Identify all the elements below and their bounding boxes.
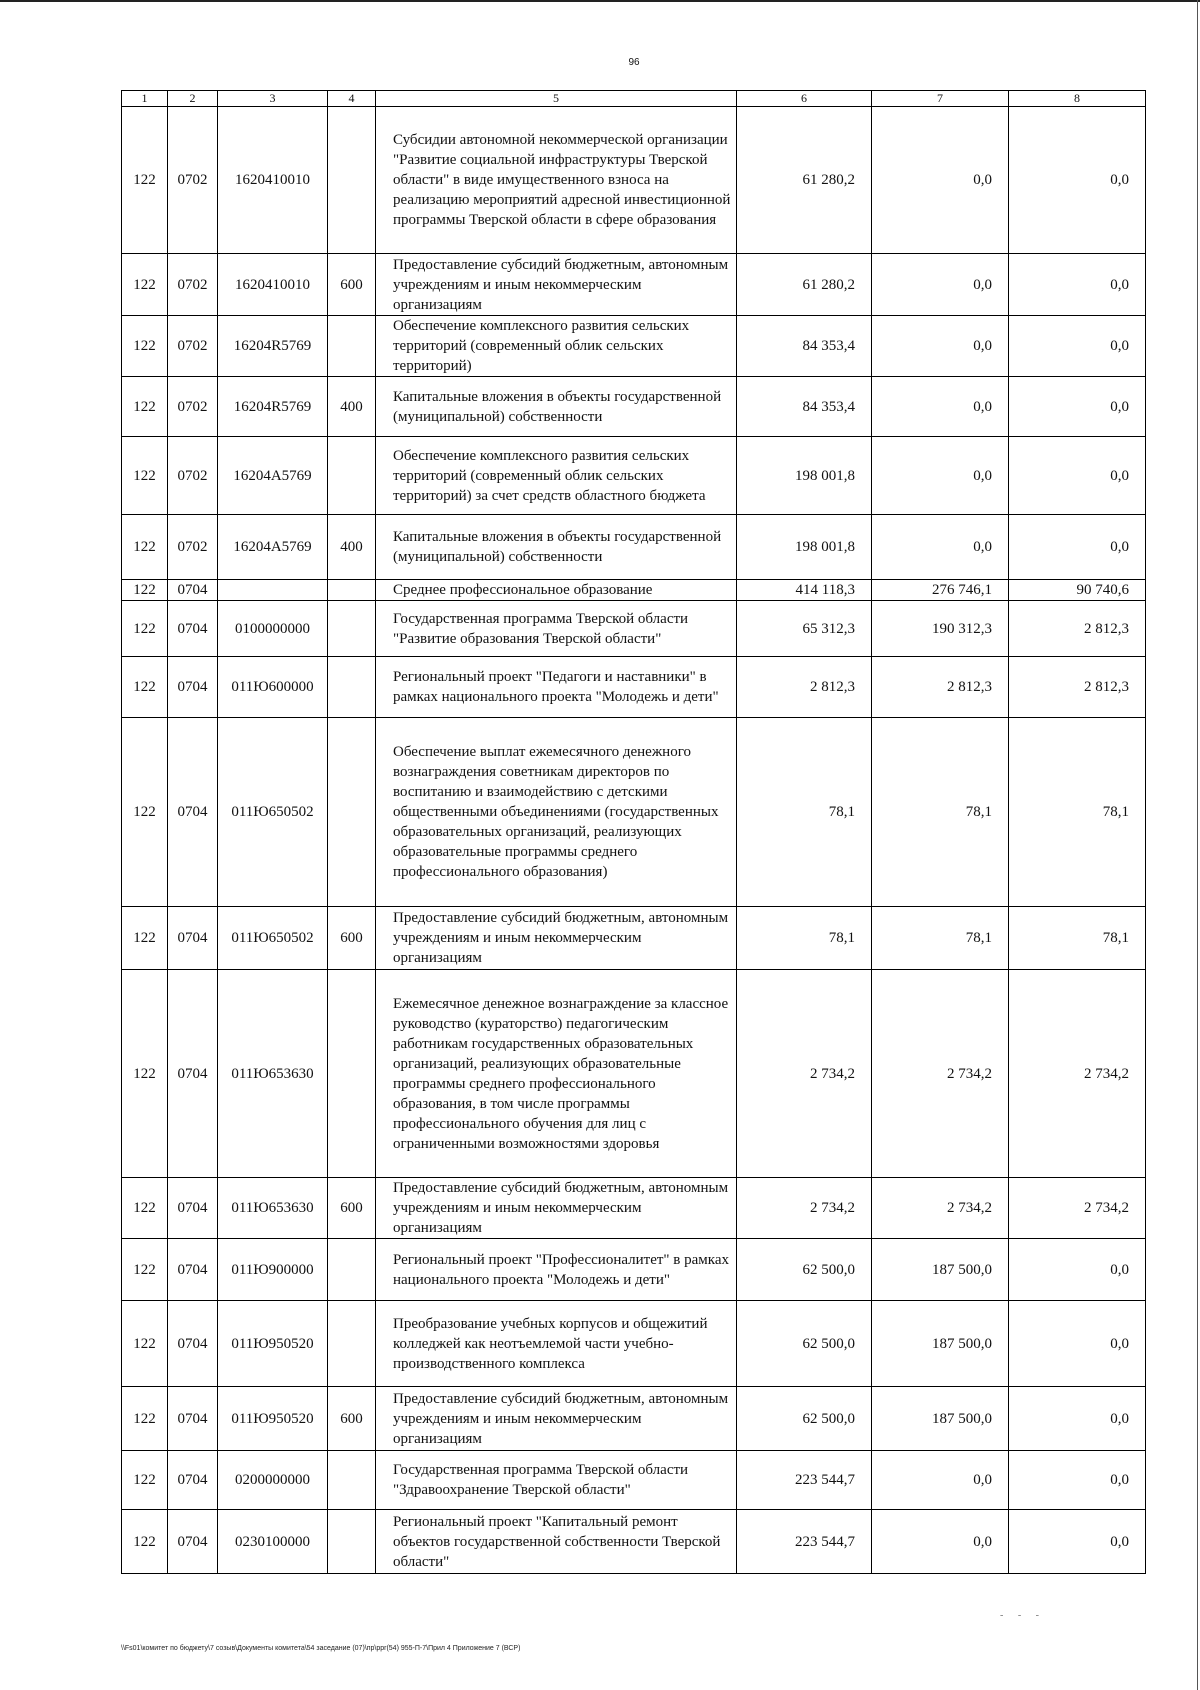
cell-description: Государственная программа Тверской области "Развитие образования Тверской области" xyxy=(376,601,737,657)
cell-section: 0704 xyxy=(168,1178,218,1239)
cell-section: 0704 xyxy=(168,1239,218,1301)
cell-expense-type xyxy=(328,601,376,657)
cell-expense-type xyxy=(328,580,376,601)
cell-description: Среднее профессиональное образование xyxy=(376,580,737,601)
cell-target-article: 011Ю650502 xyxy=(218,718,328,907)
cell-admin-code: 122 xyxy=(122,437,168,515)
cell-admin-code: 122 xyxy=(122,657,168,718)
cell-amount-1: 62 500,0 xyxy=(737,1239,872,1301)
cell-target-article: 011Ю950520 xyxy=(218,1387,328,1451)
cell-expense-type: 600 xyxy=(328,1387,376,1451)
cell-amount-2: 0,0 xyxy=(872,254,1009,316)
cell-amount-3: 0,0 xyxy=(1009,437,1146,515)
cell-section: 0702 xyxy=(168,316,218,377)
table-row xyxy=(122,1178,1146,1239)
scan-marks: ‑ ‑ ‑ xyxy=(1000,1610,1045,1621)
cell-amount-1: 62 500,0 xyxy=(737,1387,872,1451)
cell-admin-code: 122 xyxy=(122,907,168,970)
cell-amount-1: 78,1 xyxy=(737,907,872,970)
cell-target-article: 16204A5769 xyxy=(218,515,328,580)
header-cell: 6 xyxy=(737,91,872,107)
table-row xyxy=(122,316,1146,377)
cell-description: Преобразование учебных корпусов и общежитий колледжей как неотъемлемой части учебно-производственного комплекса xyxy=(376,1301,737,1387)
cell-expense-type xyxy=(328,657,376,718)
table-row xyxy=(122,970,1146,1178)
header-cell: 4 xyxy=(328,91,376,107)
table-row xyxy=(122,580,1146,601)
cell-description: Субсидии автономной некоммерческой организации "Развитие социальной инфраструктуры Тверской области" в виде имущественного взноса на реализацию мероприятий адресной инвестиционной программы Тверской области в сфере образования xyxy=(376,107,737,254)
cell-section: 0704 xyxy=(168,601,218,657)
cell-expense-type xyxy=(328,316,376,377)
cell-description: Капитальные вложения в объекты государственной (муниципальной) собственности xyxy=(376,515,737,580)
cell-amount-1: 2 812,3 xyxy=(737,657,872,718)
cell-admin-code: 122 xyxy=(122,601,168,657)
cell-amount-1: 198 001,8 xyxy=(737,515,872,580)
header-cell: 1 xyxy=(122,91,168,107)
cell-amount-1: 84 353,4 xyxy=(737,316,872,377)
header-cell: 8 xyxy=(1009,91,1146,107)
table-row xyxy=(122,1387,1146,1451)
cell-section: 0704 xyxy=(168,718,218,907)
cell-section: 0704 xyxy=(168,907,218,970)
cell-expense-type xyxy=(328,437,376,515)
cell-admin-code: 122 xyxy=(122,107,168,254)
cell-amount-1: 198 001,8 xyxy=(737,437,872,515)
cell-target-article: 011Ю900000 xyxy=(218,1239,328,1301)
cell-amount-2: 187 500,0 xyxy=(872,1301,1009,1387)
cell-expense-type: 600 xyxy=(328,907,376,970)
cell-amount-3: 2 812,3 xyxy=(1009,601,1146,657)
table-row xyxy=(122,601,1146,657)
cell-amount-2: 2 812,3 xyxy=(872,657,1009,718)
cell-amount-1: 61 280,2 xyxy=(737,254,872,316)
cell-amount-3: 0,0 xyxy=(1009,1239,1146,1301)
cell-amount-3: 90 740,6 xyxy=(1009,580,1146,601)
budget-table xyxy=(121,90,1146,1574)
cell-amount-3: 2 734,2 xyxy=(1009,1178,1146,1239)
cell-target-article: 011Ю600000 xyxy=(218,657,328,718)
cell-admin-code: 122 xyxy=(122,580,168,601)
cell-amount-3: 0,0 xyxy=(1009,515,1146,580)
cell-amount-1: 223 544,7 xyxy=(737,1451,872,1510)
cell-admin-code: 122 xyxy=(122,970,168,1178)
cell-target-article: 011Ю653630 xyxy=(218,1178,328,1239)
cell-amount-2: 0,0 xyxy=(872,107,1009,254)
cell-amount-2: 0,0 xyxy=(872,316,1009,377)
cell-section: 0704 xyxy=(168,970,218,1178)
table-row xyxy=(122,254,1146,316)
cell-section: 0704 xyxy=(168,657,218,718)
table-row xyxy=(122,1451,1146,1510)
cell-admin-code: 122 xyxy=(122,1387,168,1451)
cell-expense-type xyxy=(328,1239,376,1301)
table-row xyxy=(122,437,1146,515)
cell-target-article xyxy=(218,580,328,601)
cell-amount-3: 0,0 xyxy=(1009,107,1146,254)
cell-amount-3: 0,0 xyxy=(1009,1451,1146,1510)
cell-target-article: 011Ю653630 xyxy=(218,970,328,1178)
table-row xyxy=(122,657,1146,718)
cell-amount-1: 62 500,0 xyxy=(737,1301,872,1387)
cell-expense-type xyxy=(328,718,376,907)
table-row xyxy=(122,1301,1146,1387)
cell-amount-3: 2 812,3 xyxy=(1009,657,1146,718)
cell-description: Капитальные вложения в объекты государственной (муниципальной) собственности xyxy=(376,377,737,437)
cell-section: 0702 xyxy=(168,107,218,254)
cell-section: 0702 xyxy=(168,254,218,316)
cell-admin-code: 122 xyxy=(122,377,168,437)
cell-expense-type xyxy=(328,1451,376,1510)
cell-amount-3: 0,0 xyxy=(1009,377,1146,437)
cell-amount-2: 0,0 xyxy=(872,515,1009,580)
cell-amount-2: 2 734,2 xyxy=(872,970,1009,1178)
cell-target-article: 011Ю650502 xyxy=(218,907,328,970)
table-row xyxy=(122,907,1146,970)
cell-amount-1: 2 734,2 xyxy=(737,1178,872,1239)
cell-amount-3: 78,1 xyxy=(1009,718,1146,907)
cell-amount-1: 223 544,7 xyxy=(737,1510,872,1574)
cell-amount-2: 0,0 xyxy=(872,437,1009,515)
cell-description: Обеспечение комплексного развития сельских территорий (современный облик сельских территорий) за счет средств областного бюджета xyxy=(376,437,737,515)
cell-admin-code: 122 xyxy=(122,1178,168,1239)
table-row xyxy=(122,1510,1146,1574)
cell-amount-2: 0,0 xyxy=(872,1451,1009,1510)
cell-expense-type xyxy=(328,970,376,1178)
cell-section: 0704 xyxy=(168,1451,218,1510)
cell-description: Предоставление субсидий бюджетным, автономным учреждениям и иным некоммерческим организациям xyxy=(376,1387,737,1451)
cell-amount-2: 276 746,1 xyxy=(872,580,1009,601)
cell-section: 0704 xyxy=(168,580,218,601)
header-cell: 5 xyxy=(376,91,737,107)
cell-amount-1: 78,1 xyxy=(737,718,872,907)
cell-amount-1: 84 353,4 xyxy=(737,377,872,437)
cell-target-article: 16204A5769 xyxy=(218,437,328,515)
table-row xyxy=(122,377,1146,437)
cell-section: 0704 xyxy=(168,1301,218,1387)
cell-section: 0704 xyxy=(168,1387,218,1451)
cell-expense-type xyxy=(328,1301,376,1387)
cell-amount-3: 2 734,2 xyxy=(1009,970,1146,1178)
cell-expense-type xyxy=(328,107,376,254)
cell-amount-3: 0,0 xyxy=(1009,254,1146,316)
cell-admin-code: 122 xyxy=(122,515,168,580)
cell-amount-2: 78,1 xyxy=(872,907,1009,970)
cell-target-article: 1620410010 xyxy=(218,254,328,316)
cell-expense-type: 400 xyxy=(328,515,376,580)
header-cell: 2 xyxy=(168,91,218,107)
cell-amount-1: 61 280,2 xyxy=(737,107,872,254)
cell-target-article: 0200000000 xyxy=(218,1451,328,1510)
cell-description: Государственная программа Тверской области "Здравоохранение Тверской области" xyxy=(376,1451,737,1510)
cell-section: 0702 xyxy=(168,377,218,437)
cell-amount-3: 0,0 xyxy=(1009,1301,1146,1387)
cell-admin-code: 122 xyxy=(122,1239,168,1301)
cell-admin-code: 122 xyxy=(122,316,168,377)
cell-description: Предоставление субсидий бюджетным, автономным учреждениям и иным некоммерческим организациям xyxy=(376,254,737,316)
cell-section: 0702 xyxy=(168,437,218,515)
header-cell: 3 xyxy=(218,91,328,107)
cell-admin-code: 122 xyxy=(122,718,168,907)
cell-target-article: 16204R5769 xyxy=(218,316,328,377)
cell-amount-3: 0,0 xyxy=(1009,1510,1146,1574)
cell-amount-1: 414 118,3 xyxy=(737,580,872,601)
cell-admin-code: 122 xyxy=(122,1510,168,1574)
header-row xyxy=(122,91,1146,107)
cell-amount-3: 0,0 xyxy=(1009,316,1146,377)
cell-target-article: 0230100000 xyxy=(218,1510,328,1574)
cell-description: Региональный проект "Профессионалитет" в рамках национального проекта "Молодежь и дети" xyxy=(376,1239,737,1301)
cell-admin-code: 122 xyxy=(122,1301,168,1387)
cell-amount-1: 2 734,2 xyxy=(737,970,872,1178)
cell-expense-type: 400 xyxy=(328,377,376,437)
table-row xyxy=(122,515,1146,580)
cell-description: Предоставление субсидий бюджетным, автономным учреждениям и иным некоммерческим организациям xyxy=(376,907,737,970)
cell-target-article: 011Ю950520 xyxy=(218,1301,328,1387)
table-row xyxy=(122,107,1146,254)
cell-description: Предоставление субсидий бюджетным, автономным учреждениям и иным некоммерческим организациям xyxy=(376,1178,737,1239)
cell-expense-type xyxy=(328,1510,376,1574)
cell-amount-1: 65 312,3 xyxy=(737,601,872,657)
cell-amount-2: 0,0 xyxy=(872,377,1009,437)
cell-description: Региональный проект "Педагоги и наставники" в рамках национального проекта "Молодежь и дети" xyxy=(376,657,737,718)
cell-amount-2: 190 312,3 xyxy=(872,601,1009,657)
cell-target-article: 0100000000 xyxy=(218,601,328,657)
cell-amount-3: 78,1 xyxy=(1009,907,1146,970)
cell-description: Ежемесячное денежное вознаграждение за классное руководство (кураторство) педагогическим работникам государственных образовательных организаций, реализующих образовательные программы среднего профессионального образования, в том числе программы профессионального обучения для лиц с ограниченными возможностями здоровья xyxy=(376,970,737,1178)
cell-amount-2: 187 500,0 xyxy=(872,1239,1009,1301)
header-cell: 7 xyxy=(872,91,1009,107)
table-row xyxy=(122,718,1146,907)
cell-admin-code: 122 xyxy=(122,254,168,316)
cell-expense-type: 600 xyxy=(328,254,376,316)
page-number: 96 xyxy=(628,57,640,68)
cell-description: Региональный проект "Капитальный ремонт объектов государственной собственности Тверской области" xyxy=(376,1510,737,1574)
cell-target-article: 16204R5769 xyxy=(218,377,328,437)
footer-file-path: \\Fs01\комитет по бюджету\7 созыв\Документы комитета\54 заседание (07)\пр\ppr(54) 955-П-7\Прил 4 Приложение 7 (ВСР) xyxy=(121,1645,521,1652)
cell-admin-code: 122 xyxy=(122,1451,168,1510)
cell-section: 0702 xyxy=(168,515,218,580)
table-row xyxy=(122,1239,1146,1301)
cell-amount-2: 187 500,0 xyxy=(872,1387,1009,1451)
cell-amount-2: 2 734,2 xyxy=(872,1178,1009,1239)
cell-target-article: 1620410010 xyxy=(218,107,328,254)
cell-amount-2: 78,1 xyxy=(872,718,1009,907)
scan-right-edge xyxy=(1197,0,1198,1690)
cell-amount-2: 0,0 xyxy=(872,1510,1009,1574)
cell-section: 0704 xyxy=(168,1510,218,1574)
cell-description: Обеспечение комплексного развития сельских территорий (современный облик сельских территорий) xyxy=(376,316,737,377)
cell-amount-3: 0,0 xyxy=(1009,1387,1146,1451)
cell-expense-type: 600 xyxy=(328,1178,376,1239)
cell-description: Обеспечение выплат ежемесячного денежного вознаграждения советникам директоров по воспитанию и взаимодействию с детскими общественными объединениями (государственных образовательных организаций, реализующих образовательные программы среднего профессионального образования) xyxy=(376,718,737,907)
scan-top-edge xyxy=(0,0,1200,2)
